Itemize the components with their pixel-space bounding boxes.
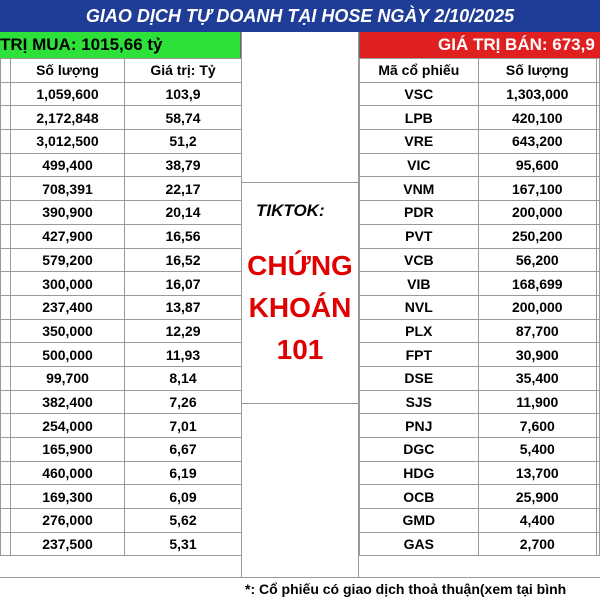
buy-quantity-cell: 382,400	[11, 390, 125, 414]
buy-value-cell: 16,56	[125, 224, 242, 248]
buy-table-row	[1, 272, 242, 296]
buy-table-row	[1, 366, 242, 390]
buy-col-quantity: Số lượng	[11, 59, 125, 83]
sell-total-label: GIÁ TRỊ BÁN: 673,9	[438, 35, 595, 54]
sell-table-row	[360, 438, 600, 462]
sell-table-row	[360, 272, 600, 296]
sell-row-stub	[597, 319, 600, 343]
sell-quantity-cell: 167,100	[478, 177, 596, 201]
sell-quantity-cell: 95,600	[478, 153, 596, 177]
sell-row-stub	[597, 130, 600, 154]
buy-col-stub	[1, 59, 11, 83]
buy-quantity-cell: 276,000	[11, 509, 125, 533]
buy-quantity-cell: 350,000	[11, 319, 125, 343]
sell-quantity-cell: 200,000	[478, 295, 596, 319]
buy-value-cell: 8,14	[125, 366, 242, 390]
sell-row-stub	[597, 82, 600, 106]
sell-table-row	[360, 366, 600, 390]
buy-value-cell: 16,52	[125, 248, 242, 272]
buy-quantity-cell: 499,400	[11, 153, 125, 177]
buy-col-value: Giá trị: Tỷ	[125, 59, 242, 83]
sell-table-row	[360, 177, 600, 201]
buy-value-cell: 103,9	[125, 82, 242, 106]
brand-line-3: 101	[276, 334, 324, 365]
buy-value-cell: 7,01	[125, 414, 242, 438]
sell-table-row	[360, 295, 600, 319]
sell-row-stub	[597, 461, 600, 485]
buy-row-stub	[1, 319, 11, 343]
buy-row-stub	[1, 177, 11, 201]
sell-quantity-cell: 56,200	[478, 248, 596, 272]
buy-value-cell: 16,07	[125, 272, 242, 296]
footer-blank	[0, 577, 241, 601]
sell-ticker-cell: PVT	[360, 224, 479, 248]
sell-quantity-cell: 11,900	[478, 390, 596, 414]
buy-value-cell: 58,74	[125, 106, 242, 130]
tiktok-label: TIKTOK:	[256, 201, 325, 220]
sell-table	[359, 58, 600, 556]
sell-ticker-cell: PNJ	[360, 414, 479, 438]
sell-row-stub	[597, 272, 600, 296]
buy-table-header-row	[1, 59, 242, 83]
buy-value-cell: 20,14	[125, 201, 242, 225]
sell-table-row	[360, 485, 600, 509]
sell-table-row	[360, 343, 600, 367]
sell-total-header	[359, 32, 600, 58]
sell-ticker-cell: PDR	[360, 201, 479, 225]
buy-quantity-cell: 300,000	[11, 272, 125, 296]
buy-quantity-cell: 3,012,500	[11, 130, 125, 154]
sell-ticker-cell: LPB	[360, 106, 479, 130]
buy-value-cell: 6,19	[125, 461, 242, 485]
sell-quantity-cell: 35,400	[478, 366, 596, 390]
sell-row-stub	[597, 248, 600, 272]
sell-quantity-cell: 5,400	[478, 438, 596, 462]
buy-value-cell: 13,87	[125, 295, 242, 319]
buy-table-row	[1, 461, 242, 485]
sell-ticker-cell: GAS	[360, 532, 479, 556]
buy-total-header: TRỊ MUA: 1015,66 tỷ	[0, 32, 241, 58]
sell-ticker-cell: GMD	[360, 509, 479, 533]
buy-row-stub	[1, 485, 11, 509]
sell-ticker-cell: VIB	[360, 272, 479, 296]
promo-box	[242, 182, 358, 404]
buy-table-row	[1, 153, 242, 177]
sell-quantity-cell: 1,303,000	[478, 82, 596, 106]
sell-ticker-cell: FPT	[360, 343, 479, 367]
sell-table-row	[360, 201, 600, 225]
buy-table-row	[1, 414, 242, 438]
sell-quantity-cell: 168,699	[478, 272, 596, 296]
buy-value-cell: 51,2	[125, 130, 242, 154]
buy-row-stub	[1, 106, 11, 130]
buy-row-stub	[1, 130, 11, 154]
sell-row-stub	[597, 224, 600, 248]
sell-table-row	[360, 414, 600, 438]
buy-value-cell: 6,09	[125, 485, 242, 509]
buy-table-row	[1, 82, 242, 106]
sell-ticker-cell: DSE	[360, 366, 479, 390]
brand-line-1: CHỨNG	[247, 250, 353, 281]
sell-col-ticker: Mã cổ phiếu	[360, 59, 479, 83]
sell-row-stub	[597, 295, 600, 319]
sell-quantity-cell: 250,200	[478, 224, 596, 248]
sell-row-stub	[597, 177, 600, 201]
buy-table-row	[1, 201, 242, 225]
buy-row-stub	[1, 390, 11, 414]
buy-table-row	[1, 106, 242, 130]
sell-row-stub	[597, 201, 600, 225]
buy-quantity-cell: 708,391	[11, 177, 125, 201]
buy-row-stub	[1, 201, 11, 225]
sell-table-row	[360, 224, 600, 248]
buy-row-stub	[1, 343, 11, 367]
sell-row-stub	[597, 414, 600, 438]
buy-table-row	[1, 509, 242, 533]
sell-ticker-cell: HDG	[360, 461, 479, 485]
sell-ticker-cell: VSC	[360, 82, 479, 106]
sell-row-stub	[597, 343, 600, 367]
buy-quantity-cell: 1,059,600	[11, 82, 125, 106]
buy-table-row	[1, 532, 242, 556]
buy-table-row	[1, 390, 242, 414]
sell-quantity-cell: 30,900	[478, 343, 596, 367]
buy-value-cell: 6,67	[125, 438, 242, 462]
buy-row-stub	[1, 438, 11, 462]
sell-table-header-row	[360, 59, 600, 83]
buy-table-row	[1, 177, 242, 201]
sell-table-row	[360, 82, 600, 106]
buy-table-row	[1, 224, 242, 248]
buy-value-cell: 5,31	[125, 532, 242, 556]
buy-table-row	[1, 130, 242, 154]
buy-row-stub	[1, 509, 11, 533]
sell-row-stub	[597, 509, 600, 533]
sell-quantity-cell: 420,100	[478, 106, 596, 130]
buy-quantity-cell: 237,500	[11, 532, 125, 556]
sell-table-row	[360, 106, 600, 130]
buy-table-row	[1, 248, 242, 272]
sell-row-stub	[597, 366, 600, 390]
sell-quantity-cell: 87,700	[478, 319, 596, 343]
sell-ticker-cell: PLX	[360, 319, 479, 343]
sell-row-stub	[597, 532, 600, 556]
buy-row-stub	[1, 532, 11, 556]
sell-row-stub	[597, 390, 600, 414]
buy-value-cell: 7,26	[125, 390, 242, 414]
buy-value-cell: 12,29	[125, 319, 242, 343]
buy-quantity-cell: 2,172,848	[11, 106, 125, 130]
buy-table-row	[1, 295, 242, 319]
sell-quantity-cell: 200,000	[478, 201, 596, 225]
sell-ticker-cell: OCB	[360, 485, 479, 509]
sell-quantity-cell: 643,200	[478, 130, 596, 154]
buy-row-stub	[1, 224, 11, 248]
buy-table-row	[1, 438, 242, 462]
sell-quantity-cell: 25,900	[478, 485, 596, 509]
buy-row-stub	[1, 295, 11, 319]
sell-row-stub	[597, 485, 600, 509]
sell-ticker-cell: SJS	[360, 390, 479, 414]
buy-quantity-cell: 500,000	[11, 343, 125, 367]
buy-table-row	[1, 319, 242, 343]
sell-quantity-cell: 7,600	[478, 414, 596, 438]
buy-row-stub	[1, 414, 11, 438]
sell-table-row	[360, 509, 600, 533]
sell-col-stub	[597, 59, 600, 83]
sell-table-row	[360, 390, 600, 414]
sell-row-stub	[597, 153, 600, 177]
buy-value-cell: 38,79	[125, 153, 242, 177]
buy-row-stub	[1, 82, 11, 106]
buy-table-row	[1, 485, 242, 509]
promo-panel	[241, 32, 359, 577]
sell-table-row	[360, 319, 600, 343]
sell-quantity-cell: 13,700	[478, 461, 596, 485]
buy-row-stub	[1, 248, 11, 272]
buy-quantity-cell: 390,900	[11, 201, 125, 225]
sell-table-row	[360, 532, 600, 556]
buy-quantity-cell: 254,000	[11, 414, 125, 438]
buy-row-stub	[1, 366, 11, 390]
buy-quantity-cell: 427,900	[11, 224, 125, 248]
footnote: *: Cổ phiếu có giao dịch thoả thuận(xem tại bình	[241, 577, 600, 600]
buy-quantity-cell: 460,000	[11, 461, 125, 485]
sell-row-stub	[597, 106, 600, 130]
buy-row-stub	[1, 272, 11, 296]
buy-value-cell: 5,62	[125, 509, 242, 533]
buy-table	[0, 58, 242, 556]
buy-row-stub	[1, 461, 11, 485]
sell-table-row	[360, 130, 600, 154]
page-title: GIAO DỊCH TỰ DOANH TẠI HOSE NGÀY 2/10/2025	[0, 0, 600, 32]
sell-table-row	[360, 248, 600, 272]
sell-ticker-cell: VNM	[360, 177, 479, 201]
sell-table-row	[360, 153, 600, 177]
buy-quantity-cell: 579,200	[11, 248, 125, 272]
buy-value-cell: 22,17	[125, 177, 242, 201]
sell-ticker-cell: NVL	[360, 295, 479, 319]
buy-table-row	[1, 343, 242, 367]
sell-col-quantity: Số lượng	[478, 59, 596, 83]
sell-quantity-cell: 2,700	[478, 532, 596, 556]
sell-ticker-cell: DGC	[360, 438, 479, 462]
sell-table-row	[360, 461, 600, 485]
buy-quantity-cell: 99,700	[11, 366, 125, 390]
buy-quantity-cell: 169,300	[11, 485, 125, 509]
sell-row-stub	[597, 438, 600, 462]
sell-quantity-cell: 4,400	[478, 509, 596, 533]
sell-ticker-cell: VIC	[360, 153, 479, 177]
sell-ticker-cell: VRE	[360, 130, 479, 154]
buy-quantity-cell: 165,900	[11, 438, 125, 462]
buy-row-stub	[1, 153, 11, 177]
brand-line-2: KHOÁN	[248, 292, 352, 323]
buy-quantity-cell: 237,400	[11, 295, 125, 319]
buy-value-cell: 11,93	[125, 343, 242, 367]
sell-ticker-cell: VCB	[360, 248, 479, 272]
